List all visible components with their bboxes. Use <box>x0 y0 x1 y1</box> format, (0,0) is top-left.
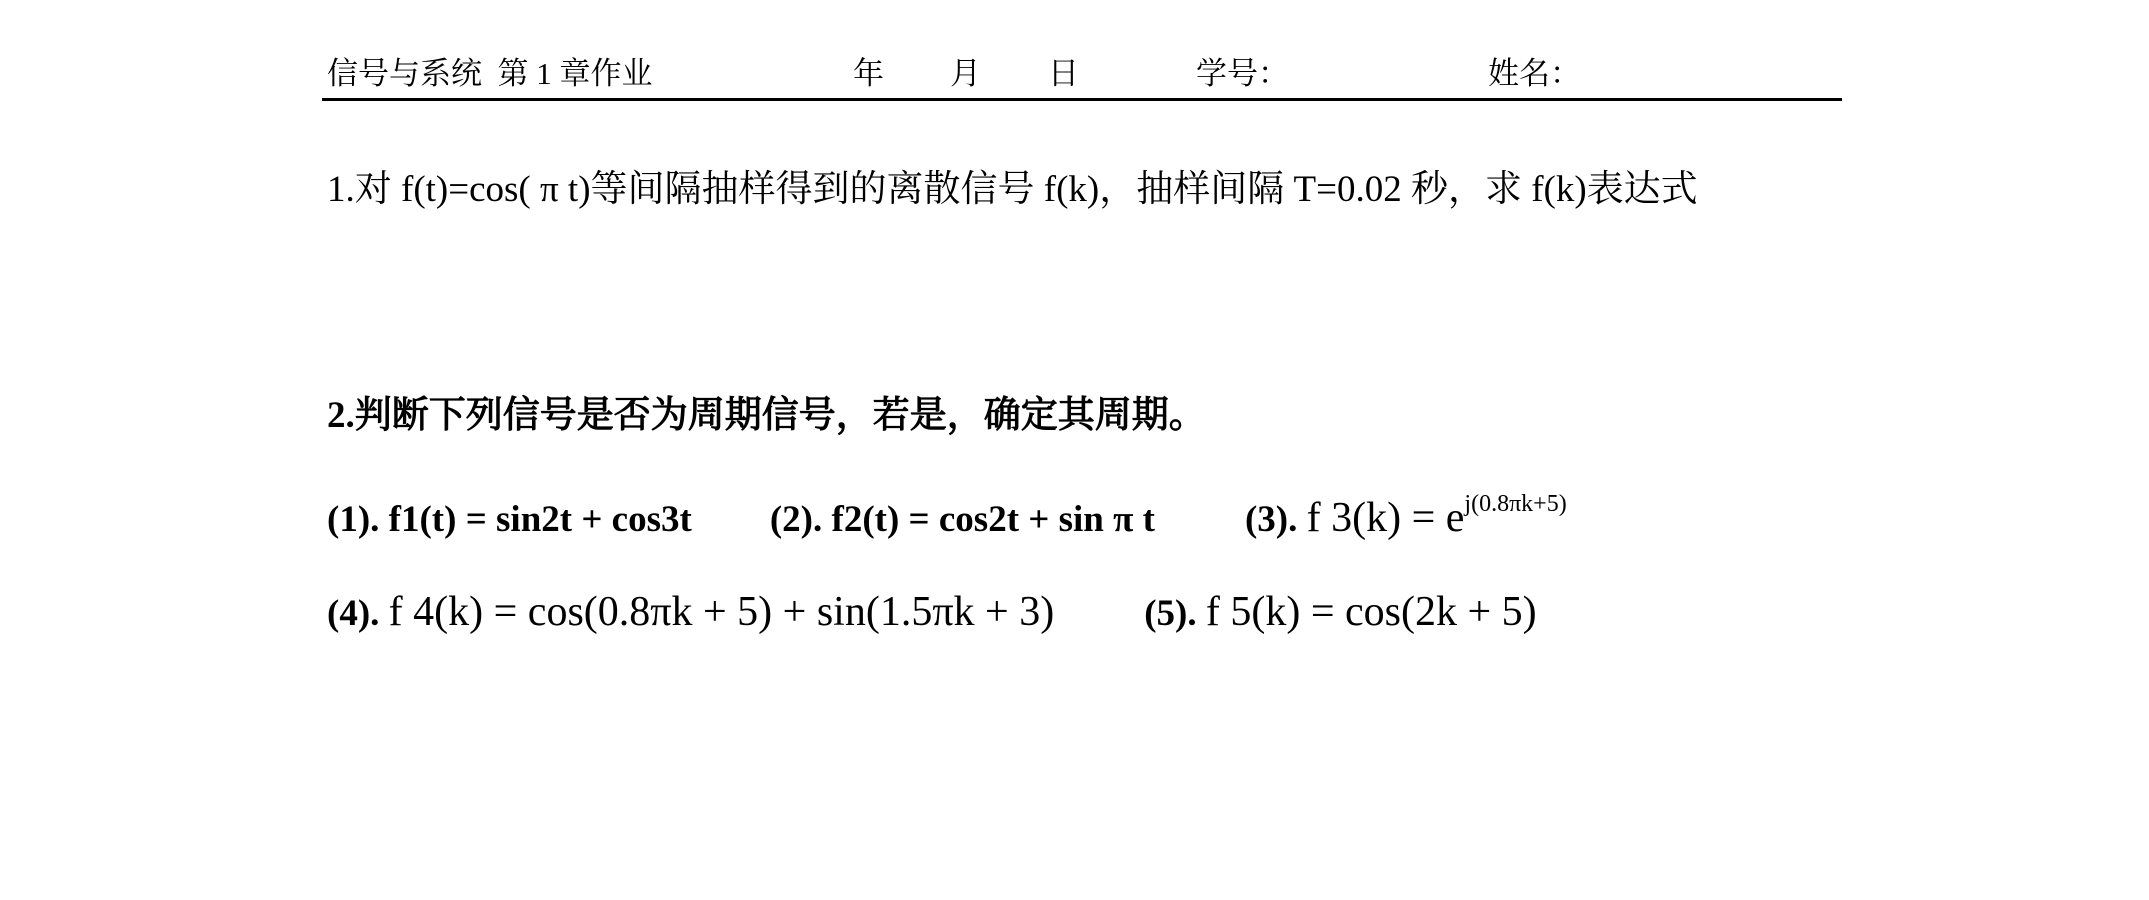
item-1 <box>327 496 692 544</box>
question-2-row-1 <box>327 480 1567 544</box>
item-5-label: (5). <box>1144 593 1206 634</box>
item-2-label: (2). <box>769 499 832 540</box>
student-id-label: 学号： <box>1196 56 1289 91</box>
item-2-expression: f2(t) = cos2t + sin π t <box>831 499 1155 540</box>
item-4 <box>327 588 1054 638</box>
item-4-label: (4). <box>327 593 389 634</box>
month-label: 月 <box>950 56 981 91</box>
item-3 <box>1245 480 1567 544</box>
item-3-label: (3). <box>1244 499 1307 540</box>
course-title: 信号与系统 第 1 章作业 <box>327 56 653 91</box>
item-3-exponent: j(0.8πk+5) <box>1464 491 1567 517</box>
day-label: 日 <box>1048 56 1079 91</box>
item-5 <box>1144 588 1536 638</box>
item-1-label: (1). <box>327 499 389 540</box>
question-2-text: 2.判断下列信号是否为周期信号，若是，确定其周期。 <box>327 395 1206 436</box>
year-label: 年 <box>853 56 884 91</box>
item-2 <box>770 496 1155 544</box>
item-1-expression: f1(t) = sin2t + cos3t <box>388 499 692 540</box>
item-3-expression: f 3(k) = e <box>1306 495 1465 541</box>
item-5-expression: f 5(k) = cos(2k + 5) <box>1205 589 1537 635</box>
header-rule <box>322 98 1842 101</box>
item-4-expression: f 4(k) = cos(0.8πk + 5) + sin(1.5πk + 3) <box>388 589 1055 635</box>
question-2-row-2 <box>327 588 1537 638</box>
question-1-text: 1.对 f(t)=cos( π t)等间隔抽样得到的离散信号 f(k)，抽样间隔 T=0.02 秒，求 f(k)表达式 <box>327 169 1698 210</box>
name-label: 姓名： <box>1488 56 1581 91</box>
